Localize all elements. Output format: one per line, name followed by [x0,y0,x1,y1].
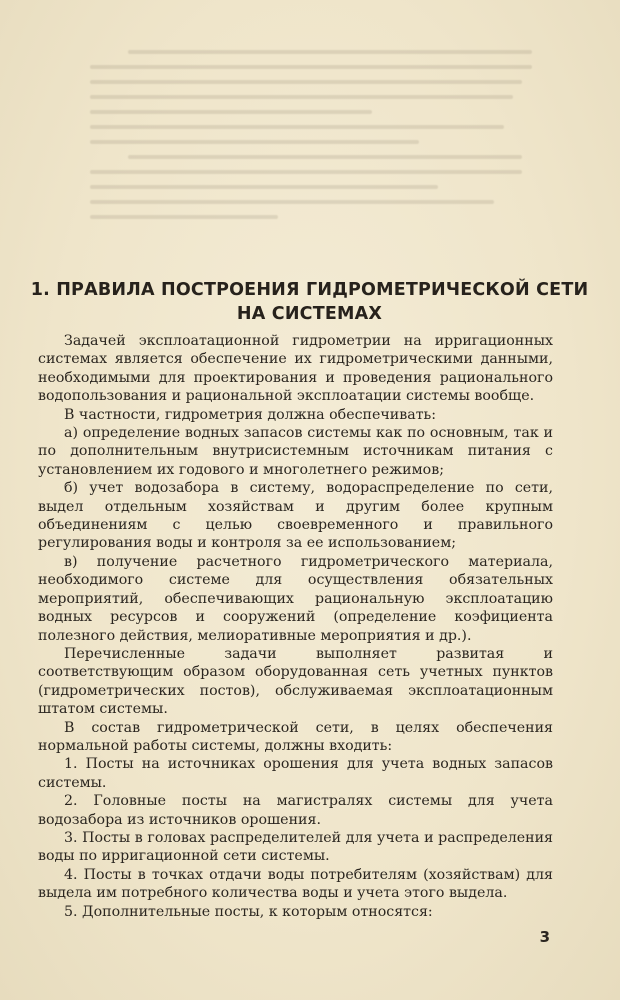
list-item: в) получение расчетного гидрометрического материала, необходимого системе для осуществления обязательных мероприятий, обеспечивающих рациональную эксплоатацию водных ресурсов и сооружений (определение коэфициента полезного действия, мелиоративные мероприятия и др.). [38,553,553,644]
paragraph: В состав гидрометрической сети, в целях обеспечения нормальной работы системы, должны входить: [38,719,553,754]
list-item: 1. Посты на источниках орошения для учета водных запасов системы. [38,756,553,791]
list-item: 4. Посты в точках отдачи воды потребителям (хозяйствам) для выдела им потребного количества воды и учета этого выдела. [38,866,553,902]
list-item: б) учет водозабора в систему, водораспределение по сети, выдел отдельным хозяйствам и другим более крупным объединениям с целью своевременного и правильного регулирования воды и контроля за ее использованием; [38,480,553,552]
list-item: 5. Дополнительные посты, к которым относятся: [64,903,433,920]
bleed-through-text [90,50,560,260]
paragraph: В частности, гидрометрия должна обеспечивать: [64,406,437,423]
paragraph: Перечисленные задачи выполняет развитая и соответствующим образом оборудованная сеть учетных пунктов (гидрометрических постов), обслуживаемая эксплоатационным штатом системы. [38,645,553,718]
list-item: 3. Посты в головах распределителей для учета и распределения воды по ирригационной сети системы. [38,829,553,865]
paragraph: Задачей эксплоатационной гидрометрии на ирригационных системах является обеспечение их гидрометрическими данными, необходимыми для проектирования и проведения рационального водопользования и рациональной эксплоатации системы вообще. [38,333,553,405]
page-number: 3 [539,928,550,946]
body-text [38,332,553,921]
list-item: 2. Головные посты на магистралях системы для учета водозабора из источников орошения. [38,793,553,828]
list-item: а) определение водных запасов системы как по основным, так и по дополнительным внутрисистемным источникам питания с установлением их годового и многолетнего режимов; [38,425,553,478]
section-heading [22,278,597,326]
section-heading-line-1: 1. ПРАВИЛА ПОСТРОЕНИЯ ГИДРОМЕТРИЧЕСКОЙ СЕТИ [30,280,589,300]
section-heading-line-2: НА СИСТЕМАХ [236,304,383,324]
